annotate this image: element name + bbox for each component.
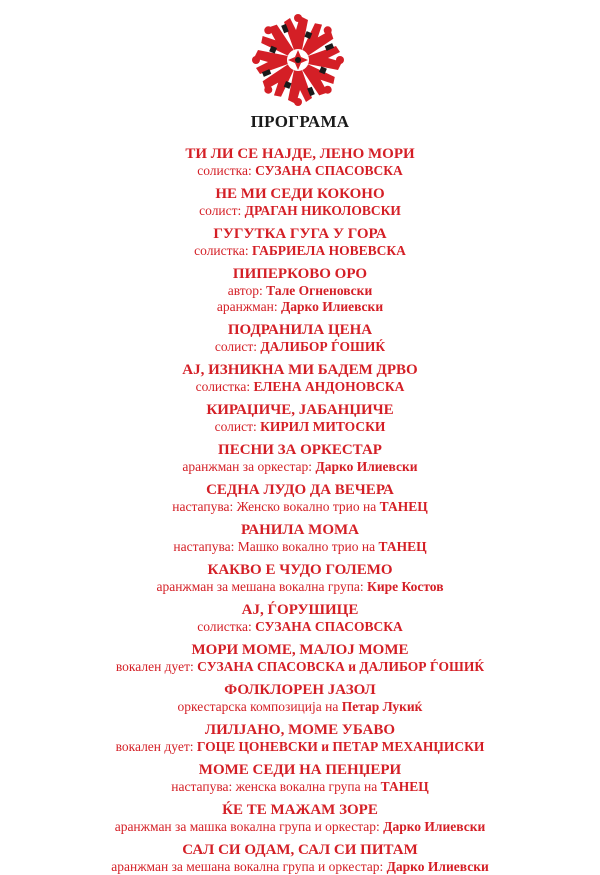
credit-label: настапува: Женско вокално трио на bbox=[172, 499, 377, 514]
performer-name: ТАНЕЦ bbox=[378, 539, 427, 554]
song-title: НЕ МИ СЕДИ КОКОНО bbox=[215, 186, 385, 202]
program-entry bbox=[0, 762, 600, 795]
song-title: ГУГУТКА ГУГА У ГОРА bbox=[213, 226, 387, 242]
program-entry bbox=[0, 322, 600, 355]
credit-label: вокален дует: bbox=[115, 739, 194, 754]
credit-label: аранжман за мешана вокална група и оркестар: bbox=[111, 859, 384, 874]
song-title: ТИ ЛИ СЕ НАЈДЕ, ЛЕНО МОРИ bbox=[185, 146, 415, 162]
song-title: РАНИЛА МОМА bbox=[241, 522, 359, 538]
credit-label: солист: bbox=[214, 419, 257, 434]
credit-line bbox=[0, 619, 600, 635]
program-entry bbox=[0, 802, 600, 835]
credit-line bbox=[0, 819, 600, 835]
credit-line bbox=[0, 163, 600, 179]
program-entry bbox=[0, 642, 600, 675]
credit-line bbox=[0, 339, 600, 355]
program-list bbox=[0, 146, 600, 875]
folk-ornament-logo-icon bbox=[252, 14, 344, 106]
song-title: САЛ СИ ОДАМ, САЛ СИ ПИТАМ bbox=[182, 842, 418, 858]
credit-label: солистка: bbox=[194, 243, 249, 258]
program-entry bbox=[0, 602, 600, 635]
song-title: ЛИЛЈАНО, МОМЕ УБАВО bbox=[204, 722, 396, 738]
credit-label: солист: bbox=[199, 203, 242, 218]
credit-label: аранжман: bbox=[216, 299, 278, 314]
program-entry bbox=[0, 266, 600, 315]
song-title: ПЕСНИ ЗА ОРКЕСТАР bbox=[218, 442, 382, 458]
performer-name: ГОЦЕ ЦОНЕВСКИ и ПЕТАР МЕХАНЏИСКИ bbox=[196, 739, 485, 754]
credit-label: аранжман за оркестар: bbox=[182, 459, 313, 474]
credit-line bbox=[0, 299, 600, 315]
performer-name: ЕЛЕНА АНДОНОВСКА bbox=[253, 379, 405, 394]
song-title: МОРИ МОМЕ, МАЛОЈ МОМЕ bbox=[191, 642, 409, 658]
credit-line bbox=[0, 203, 600, 219]
song-title: ПОДРАНИЛА ЦЕНА bbox=[227, 322, 373, 338]
credit-line bbox=[0, 243, 600, 259]
song-title: АЈ, ИЗНИКНА МИ БАДЕМ ДРВО bbox=[182, 362, 418, 378]
credit-line bbox=[0, 499, 600, 515]
performer-name: Петар Лукиќ bbox=[341, 699, 423, 714]
performer-name: Дарко Илиевски bbox=[386, 859, 489, 874]
credit-line bbox=[0, 379, 600, 395]
page-title: ПРОГРАМА bbox=[250, 112, 350, 131]
performer-name: КИРИЛ МИТОСКИ bbox=[260, 419, 386, 434]
credit-line bbox=[0, 459, 600, 475]
song-title: МОМЕ СЕДИ НА ПЕНЏЕРИ bbox=[198, 762, 402, 778]
credit-line bbox=[0, 859, 600, 875]
performer-name: СУЗАНА СПАСОВСКА bbox=[255, 163, 403, 178]
song-title: ЌЕ ТЕ МАЖАМ ЗОРЕ bbox=[222, 802, 378, 818]
credit-label: настапува: Машко вокално трио на bbox=[173, 539, 376, 554]
program-entry bbox=[0, 482, 600, 515]
credit-label: солистка: bbox=[197, 163, 252, 178]
credit-label: солист: bbox=[214, 339, 258, 354]
song-title: СЕДНА ЛУДО ДА ВЕЧЕРА bbox=[206, 482, 394, 498]
credit-label: аранжман за мешана вокална група: bbox=[156, 579, 364, 594]
performer-name: СУЗАНА СПАСОВСКА bbox=[255, 619, 403, 634]
performer-name: Дарко Илиевски bbox=[315, 459, 418, 474]
program-entry bbox=[0, 562, 600, 595]
performer-name: Дарко Илиевски bbox=[280, 299, 384, 314]
credit-label: вокален дует: bbox=[115, 659, 194, 674]
program-entry bbox=[0, 682, 600, 715]
credit-label: оркестарска композиција на bbox=[177, 699, 339, 714]
program-entry bbox=[0, 402, 600, 435]
credit-label: автор: bbox=[227, 283, 263, 298]
credit-line bbox=[0, 739, 600, 755]
performer-name: ТАНЕЦ bbox=[380, 779, 429, 794]
credit-line bbox=[0, 659, 600, 675]
performer-name: ГАБРИЕЛА НОВЕВСКА bbox=[252, 243, 406, 258]
song-title: ФОЛКЛОРЕН ЈАЗОЛ bbox=[224, 682, 376, 698]
program-entry bbox=[0, 186, 600, 219]
program-entry bbox=[0, 522, 600, 555]
performer-name: ДРАГАН НИКОЛОВСКИ bbox=[244, 203, 401, 218]
credit-label: настапува: женска вокална група на bbox=[171, 779, 378, 794]
song-title: КАКВО Е ЧУДО ГОЛЕМО bbox=[207, 562, 393, 578]
song-title: ПИПЕРКОВО ОРО bbox=[232, 266, 368, 282]
program-entry bbox=[0, 842, 600, 875]
program-entry bbox=[0, 362, 600, 395]
program-entry bbox=[0, 226, 600, 259]
performer-name: СУЗАНА СПАСОВСКА и ДАЛИБОР ЃОШИЌ bbox=[197, 659, 485, 674]
performer-name: Дарко Илиевски bbox=[383, 819, 486, 834]
song-title: КИРАЏИЧЕ, ЈАБАНЏИЧЕ bbox=[206, 402, 394, 418]
program-entry bbox=[0, 146, 600, 179]
credit-label: солистка: bbox=[195, 379, 251, 394]
credit-label: аранжман за машка вокална група и оркестар: bbox=[114, 819, 380, 834]
program-entry bbox=[0, 442, 600, 475]
credit-line bbox=[0, 419, 600, 435]
performer-name: ДАЛИБОР ЃОШИЌ bbox=[260, 339, 386, 354]
credit-line bbox=[0, 579, 600, 595]
program-entry bbox=[0, 722, 600, 755]
song-title: АЈ, ЃОРУШИЦЕ bbox=[241, 602, 359, 618]
performer-name: Кире Костов bbox=[367, 579, 444, 594]
performer-name: Тале Огненовски bbox=[266, 283, 373, 298]
credit-line bbox=[0, 283, 600, 299]
performer-name: ТАНЕЦ bbox=[379, 499, 428, 514]
credit-line bbox=[0, 779, 600, 795]
credit-line bbox=[0, 699, 600, 715]
folk-ornament-logo bbox=[252, 14, 344, 106]
credit-label: солистка: bbox=[197, 619, 252, 634]
credit-line bbox=[0, 539, 600, 555]
